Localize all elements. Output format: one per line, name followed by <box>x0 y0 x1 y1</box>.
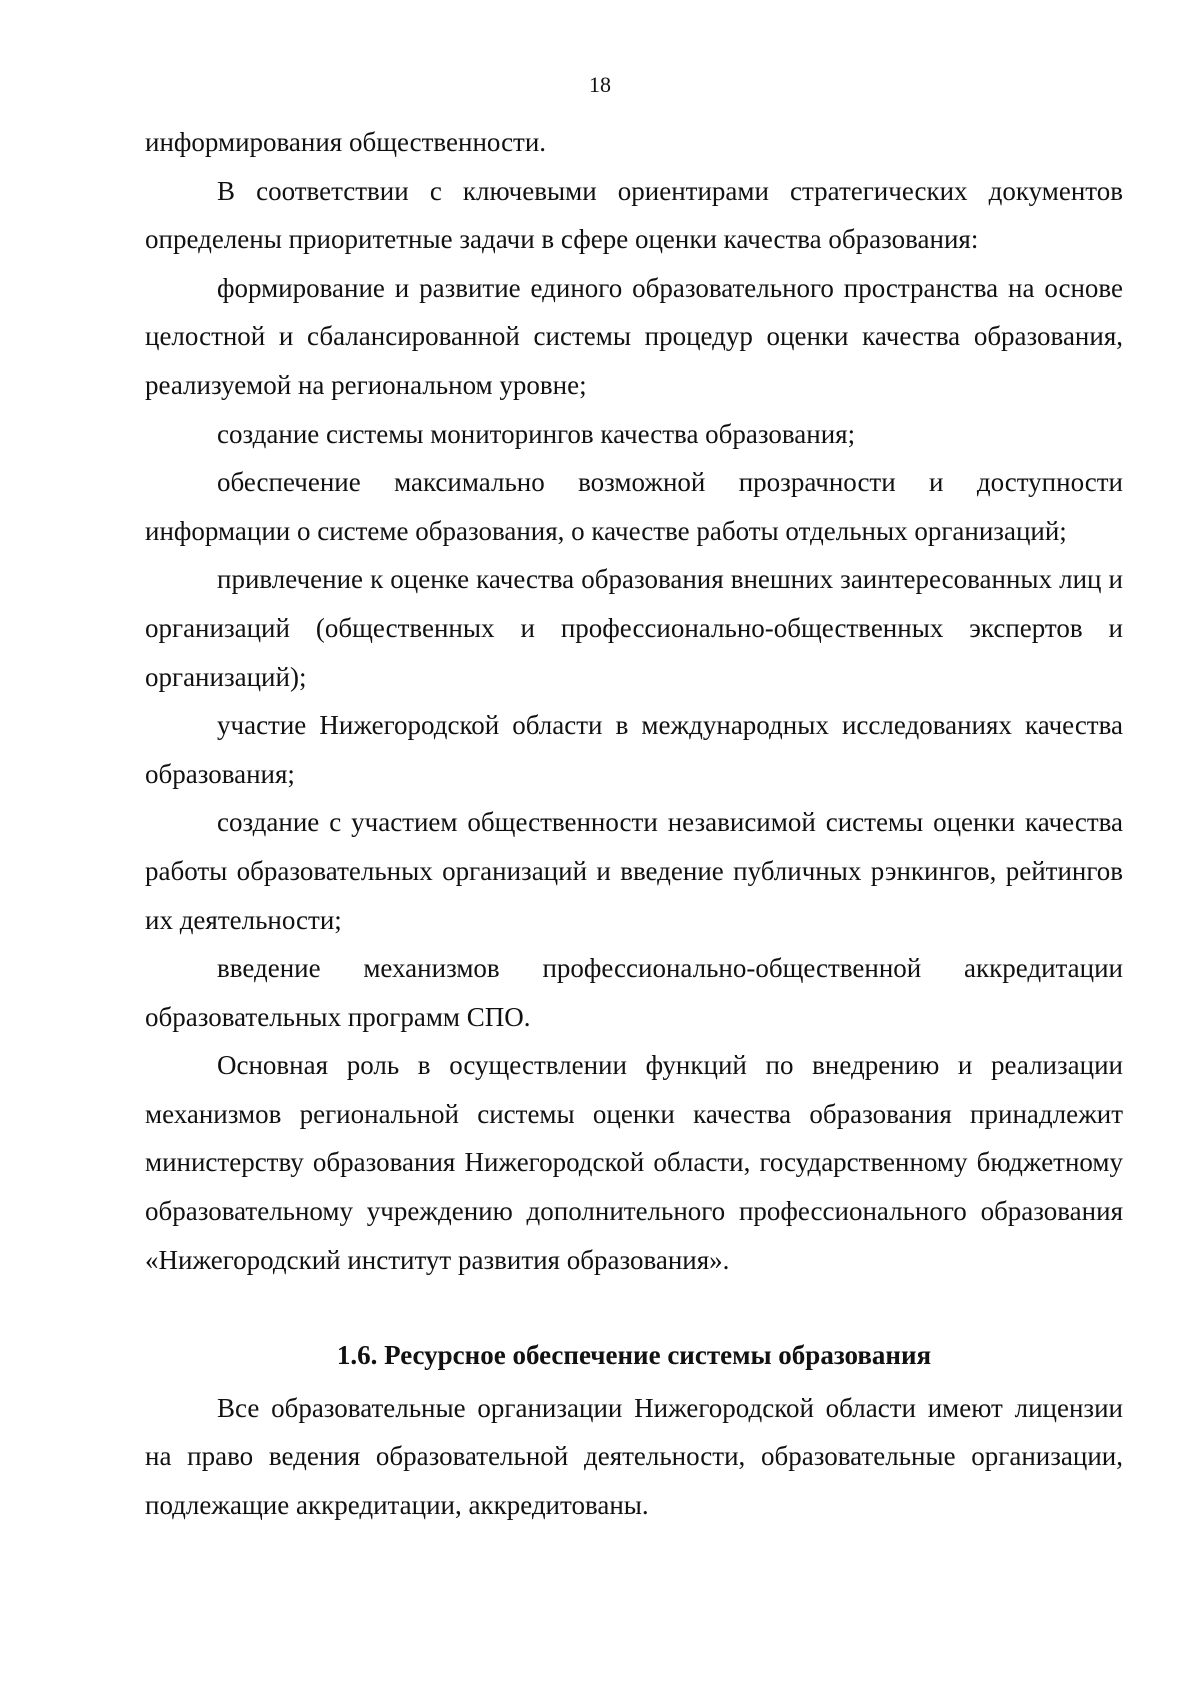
document-body <box>145 118 1123 1530</box>
list-item: участие Нижегородской области в международных исследованиях качества образования; <box>145 710 1123 789</box>
paragraph: Основная роль в осуществлении функций по внедрению и реализации механизмов региональной системы оценки качества образования принадлежит министерству образования Нижегородской области, государственному бюджетному образовательному учреждению дополнительного профессионального образования «Нижегородский институт развития образования». <box>145 1050 1123 1275</box>
list-item: привлечение к оценке качества образования внешних заинтересованных лиц и организаций (общественных и профессионально-общественных экспертов и организаций); <box>145 564 1123 692</box>
list-item: создание системы мониторингов качества образования; <box>217 418 856 449</box>
paragraph: информирования общественности. <box>145 127 547 157</box>
page-number: 18 <box>589 72 611 97</box>
list-item: обеспечение максимально возможной прозрачности и доступности информации о системе образования, о качестве работы отдельных организаций; <box>145 467 1123 546</box>
paragraph: В соответствии с ключевыми ориентирами стратегических документов определены приоритетные задачи в сфере оценки качества образования: <box>145 175 1123 255</box>
list-item: введение механизмов профессионально-общественной аккредитации образовательных программ СПО. <box>145 953 1123 1032</box>
section-heading: 1.6. Ресурсное обеспечение системы образования <box>336 1340 932 1371</box>
list-item: формирование и развитие единого образовательного пространства на основе целостной и сбалансированной системы процедур оценки качества образования, реализуемой на региональном уровне; <box>145 272 1123 400</box>
paragraph: Все образовательные организации Нижегородской области имеют лицензии на право ведения образовательной деятельности, образовательные организации, подлежащие аккредитации, аккредитованы. <box>145 1392 1123 1521</box>
list-item: создание с участием общественности независимой системы оценки качества работы образовательных организаций и введение публичных рэнкингов, рейтингов их деятельности; <box>145 807 1123 935</box>
